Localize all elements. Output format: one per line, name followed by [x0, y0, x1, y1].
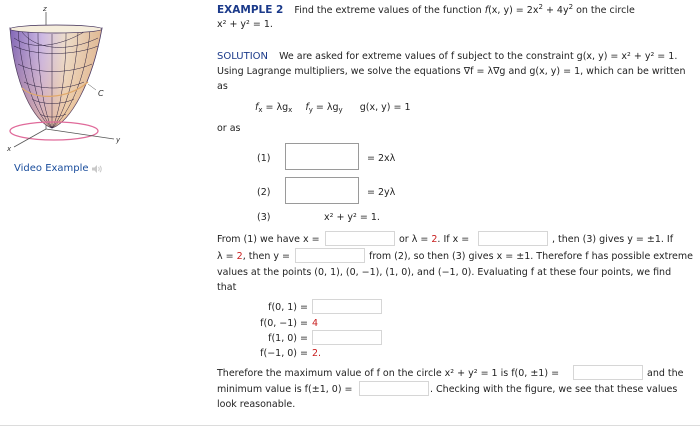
eval-f-1-0-answer-box[interactable] — [312, 330, 382, 345]
eval-f-neg1-0-label: f(−1, 0) = — [260, 348, 308, 359]
lagrange-equations — [255, 102, 411, 113]
eval-f-0-neg1-value: 4 — [312, 318, 319, 329]
conclusion-and-the: and the — [647, 368, 684, 379]
or-lambda-text: or λ = — [399, 234, 429, 245]
g-equation: g(x, y) = 1 — [359, 102, 411, 113]
solution-line-1 — [217, 51, 677, 62]
eval-f-1-0-label: f(1, 0) = — [268, 333, 308, 344]
eq3-number: (3) — [257, 212, 271, 223]
fx-sub: x — [258, 106, 263, 114]
eq1-answer-box[interactable] — [285, 143, 359, 170]
lambda2-value: 2 — [236, 251, 243, 262]
or-as-text: or as — [217, 123, 241, 134]
f-symbol: f — [484, 5, 489, 16]
max-value-answer-box[interactable] — [573, 365, 643, 380]
conclusion-checking: . Checking with the figure, we see that these values — [430, 384, 678, 395]
y-axis-label: y — [116, 136, 121, 144]
video-example-label: Video Example — [14, 163, 89, 174]
eq3-body: x² + y² = 1. — [324, 212, 380, 223]
min-value-answer-box[interactable] — [359, 381, 429, 396]
f-plus: + 4y — [542, 5, 569, 16]
if-x-answer-box[interactable] — [478, 231, 548, 246]
fx-rhs: = λg — [262, 102, 289, 113]
statement-tail: on the circle — [573, 5, 635, 16]
derivation-points: values at the points (0, 1), (0, −1), (1, 0), and (−1, 0). Evaluating f at these four points, we find — [217, 267, 672, 278]
x-axis-line — [14, 129, 46, 147]
eval-f-0-1-label: f(0, 1) = — [268, 302, 308, 313]
derivation-from2: from (2), so then (3) gives x = ±1. Therefore f has possible extreme — [369, 251, 693, 262]
eval-f-neg1-0-value: 2. — [312, 348, 322, 359]
derivation-lambda — [399, 234, 469, 245]
eq1-number: (1) — [257, 153, 271, 164]
fy-sub: y — [308, 106, 313, 114]
eq1-rhs: = 2xλ — [367, 153, 396, 164]
y-value-answer-box[interactable] — [295, 248, 365, 263]
then-y-text: , then y = — [242, 251, 290, 262]
paraboloid-rim — [10, 25, 102, 33]
solution-line-3: as — [217, 81, 228, 92]
statement-text: Find the extreme values of the function — [294, 5, 485, 16]
solution-text-1: We are asked for extreme values of f subject to the constraint g(x, y) = x² + y² = 1. — [279, 51, 678, 62]
conclusion-reasonable: look reasonable. — [217, 399, 296, 410]
y-axis-line — [46, 129, 114, 139]
solution-line-2: Using Lagrange multipliers, we solve the equations ∇f = λ∇g and g(x, y) = 1, which can be written — [217, 66, 686, 77]
derivation-lambda2 — [217, 251, 290, 262]
derivation-from1: From (1) we have x = — [217, 234, 320, 245]
lambda-value: 2 — [431, 234, 438, 245]
example-label: EXAMPLE 2 — [217, 4, 284, 16]
eq2-answer-box[interactable] — [285, 177, 359, 204]
circle-equation: x² + y² = 1. — [217, 19, 273, 30]
lambda2-text: λ = — [217, 251, 234, 262]
fy-rhs: = λg — [312, 102, 339, 113]
speaker-icon — [91, 164, 103, 174]
curve-label: C — [98, 89, 104, 98]
eq2-rhs: = 2yλ — [367, 187, 396, 198]
conclusion-max-text: Therefore the maximum value of f on the circle x² + y² = 1 is f(0, ±1) = — [217, 368, 560, 379]
derivation-then-y: , then (3) gives y = ±1. If — [552, 234, 674, 245]
conclusion-min-text: minimum value is f(±1, 0) = — [217, 384, 353, 395]
bottom-divider — [0, 425, 700, 426]
fy-symbol: f — [305, 102, 309, 113]
z-axis-label: z — [43, 5, 47, 13]
gx-sub: x — [288, 106, 293, 114]
eq2-number: (2) — [257, 187, 271, 198]
eval-f-0-neg1-label: f(0, −1) = — [260, 318, 308, 329]
paraboloid-figure — [4, 4, 204, 154]
gy-sub: y — [338, 106, 343, 114]
if-x-text: . If x = — [437, 234, 470, 245]
figure-panel — [0, 0, 210, 431]
eval-f-0-1-answer-box[interactable] — [312, 299, 382, 314]
f-args: (x, y) = 2x — [488, 5, 539, 16]
derivation-that: that — [217, 282, 237, 293]
fx-symbol: f — [255, 102, 259, 113]
x-axis-label: x — [7, 145, 12, 153]
video-example-link[interactable] — [14, 163, 103, 174]
x-value-answer-box[interactable] — [325, 231, 395, 246]
example-statement: EXAMPLE 2 Find the extreme values of the function f(x, $y) = 2x^2 + 4y^2$ on the circle — [217, 3, 635, 16]
solution-label: SOLUTION — [217, 51, 269, 62]
